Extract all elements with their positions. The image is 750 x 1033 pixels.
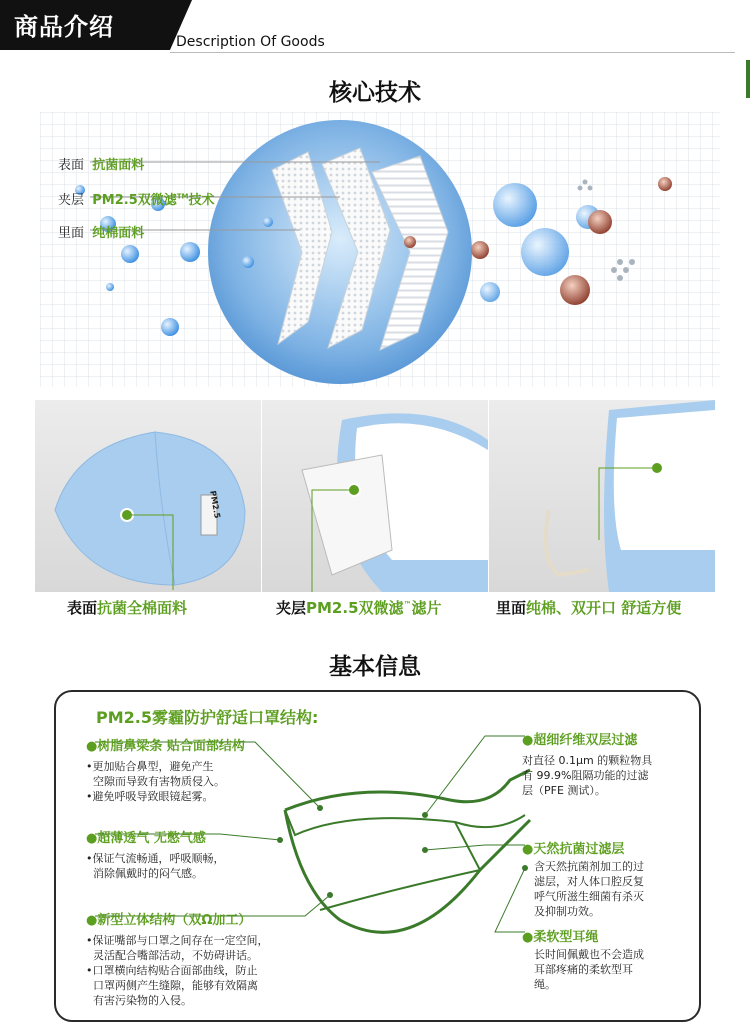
layer-label-inner: 里面 纯棉面料 (58, 226, 145, 241)
core-tech-title: 核心技术 (329, 80, 421, 106)
layer-label-outer: 表面 抗菌面料 (58, 158, 145, 173)
feature-antibacterial: ●天然抗菌过滤层 (522, 842, 625, 857)
feature-3d-structure-desc: •保证嘴部与口罩之间存在一定空间， 灵活配合嘴部活动，不妨碍讲话。 •口罩横向结构贴合面部曲线，防止 口罩两侧产生缝隙，能够有效隔离 有害污染物的入侵。 (86, 934, 269, 1007)
structure-box-title: PM2.5雾霾防护舒适口罩结构: (96, 708, 319, 727)
feature-breathable: ●超薄透气 无憋气感 (86, 831, 206, 846)
feature-double-filter-desc: 对直径 0.1μm 的颗粒物具 有 99.9%阻隔功能的过滤 层（PFE 测试）。 (522, 754, 653, 797)
photo-middle-filter (262, 400, 488, 592)
feature-soft-earloop: ●柔软型耳绳 (522, 930, 599, 945)
feature-soft-earloop-desc: 长时间佩戴也不会造成 耳部疼痛的柔软型耳 绳。 (534, 948, 644, 991)
basic-info-title: 基本信息 (329, 654, 421, 680)
feature-antibacterial-desc: 含天然抗菌剂加工的过 滤层，对人体口腔反复 呼气所滋生细菌有杀灭 及抑制功效。 (534, 860, 644, 918)
feature-3d-structure: ●新型立体结构（双Ω加工） (86, 913, 252, 928)
pm25-badge: PM2.5 (208, 489, 222, 520)
feature-nose-bridge-desc: •更加贴合鼻型，避免产生 空隙而导致有害物质侵入。 •避免呼吸导致眼镜起雾。 (86, 760, 225, 803)
caption-middle: 夹层PM2.5双微滤™滤片 (276, 599, 442, 617)
caption-inner: 里面纯棉、双开口 舒适方便 (496, 599, 682, 617)
feature-nose-bridge: ●树脂鼻梁条 贴合面部结构 (86, 739, 245, 754)
feature-breathable-desc: •保证气流畅通，呼吸顺畅， 消除佩戴时的闷气感。 (86, 852, 225, 880)
header-divider (170, 52, 735, 53)
header-tag-label: 商品介绍 (14, 13, 114, 41)
feature-double-filter: ●超细纤维双层过滤 (522, 733, 638, 748)
layer-label-middle: 夹层 PM2.5双微滤™技术 (58, 192, 215, 208)
caption-outer: 表面抗菌全棉面料 (67, 599, 188, 617)
header-subtitle: Description Of Goods (176, 34, 325, 50)
photo-outer-fabric (35, 400, 261, 592)
photo-inner-cotton (489, 400, 715, 592)
